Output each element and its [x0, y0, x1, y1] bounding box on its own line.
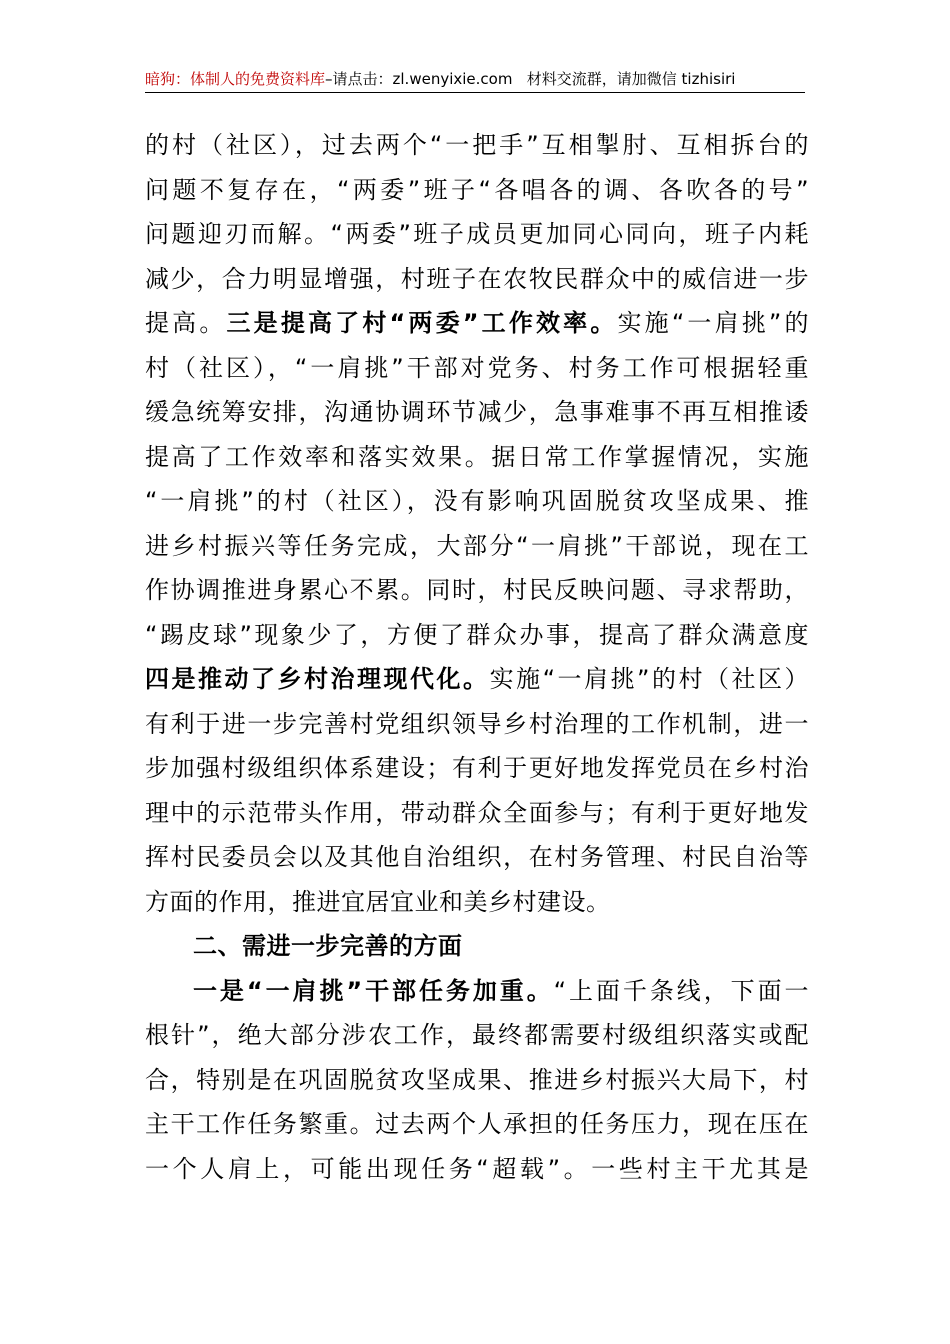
text-segment: “踢皮球”现象少了，方便了群众办事，提高了群众满意度: [145, 620, 809, 649]
text-segment: 问题不复存在，“两委”班子“各唱各的调、各吹各的号”: [145, 175, 809, 204]
text-segment: 一个人肩上，可能出现任务“超载”。一些村主干尤其是: [145, 1154, 809, 1183]
text-line: [145, 791, 809, 836]
text-segment: 提高。: [145, 309, 227, 337]
header-link[interactable]: –请点击：zl.wenyixie.com: [325, 70, 513, 88]
text-line: [145, 702, 809, 747]
text-line: [145, 1147, 809, 1192]
text-line: [145, 657, 809, 702]
text-segment: “一肩挑”的村（社区），没有影响巩固脱贫攻坚成果、推: [145, 487, 809, 515]
text-segment: 的村（社区），过去两个“一把手”互相掣肘、互相拆台的: [145, 131, 809, 159]
text-segment: 作协调推进身累心不累。同时，村民反映问题、寻求帮助，: [145, 576, 809, 604]
bold-lead-phrase: 三是提高了村“两委”工作效率。: [226, 309, 618, 337]
text-line: [145, 257, 809, 302]
text-line: [145, 212, 809, 257]
text-segment: 根针”，绝大部分涉农工作，最终都需要村级组织落实或配: [145, 1021, 809, 1049]
text-segment: 村（社区），“一肩挑”干部对党务、村务工作可根据轻重: [145, 353, 809, 382]
document-body: [145, 123, 809, 1191]
text-line: [145, 746, 809, 791]
page-header: [145, 66, 805, 93]
text-line: [145, 168, 809, 213]
text-segment: 理中的示范带头作用，带动群众全面参与；有利于更好地发: [145, 798, 809, 827]
text-line: [145, 1102, 809, 1147]
text-line: [145, 1013, 809, 1058]
text-line: [145, 568, 809, 613]
text-line: [145, 301, 809, 346]
bold-lead-phrase: 四是推动了乡村治理现代化。: [145, 665, 490, 693]
text-segment: 步加强村级组织体系建设；有利于更好地发挥党员在乡村治: [145, 754, 809, 782]
header-brand: 暗狗：体制人的免费资料库: [145, 70, 326, 88]
text-line: [145, 880, 809, 925]
text-line: [145, 390, 809, 435]
text-line: [145, 969, 809, 1014]
text-line: [145, 346, 809, 391]
text-segment: 挥村民委员会以及其他自治组织，在村务管理、村民自治等: [145, 843, 809, 871]
text-line: [145, 435, 809, 480]
header-contact: 材料交流群，请加微信 tizhisiri: [526, 70, 736, 88]
text-segment: 进乡村振兴等任务完成，大部分“一肩挑”干部说，现在工: [145, 531, 809, 560]
text-segment: 方面的作用，推进宜居宜业和美乡村建设。: [145, 887, 611, 916]
text-line: [145, 123, 809, 168]
bold-lead-phrase: 一是“一肩挑”干部任务加重。: [193, 976, 554, 1005]
text-segment: 缓急统筹安排，沟通协调环节减少，急事难事不再互相推诿: [145, 398, 809, 426]
text-segment: 主干工作任务繁重。过去两个人承担的任务压力，现在压在: [145, 1110, 809, 1138]
text-line: [145, 479, 809, 524]
text-segment: 实施“一肩挑”的村（社区）: [489, 665, 810, 693]
text-segment: 合，特别是在巩固脱贫攻坚成果、推进乡村振兴大局下，村: [145, 1065, 809, 1094]
text-segment: 提高了工作效率和落实效果。据日常工作掌握情况，实施: [145, 442, 809, 471]
text-line: [145, 524, 809, 569]
text-segment: 实施“一肩挑”的: [617, 309, 810, 337]
text-segment: 减少，合力明显增强，村班子在农牧民群众中的威信进一步: [145, 264, 809, 293]
text-line: [145, 924, 809, 969]
text-line: [145, 835, 809, 880]
text-segment: 二、需进一步完善的方面: [193, 932, 463, 960]
text-segment: 问题迎刃而解。“两委”班子成员更加同心同向，班子内耗: [145, 220, 809, 248]
text-segment: “上面千条线，下面一: [553, 976, 810, 1005]
text-line: [145, 1058, 809, 1103]
text-segment: 有利于进一步完善村党组织领导乡村治理的工作机制，进一: [145, 709, 809, 738]
text-line: [145, 613, 809, 658]
